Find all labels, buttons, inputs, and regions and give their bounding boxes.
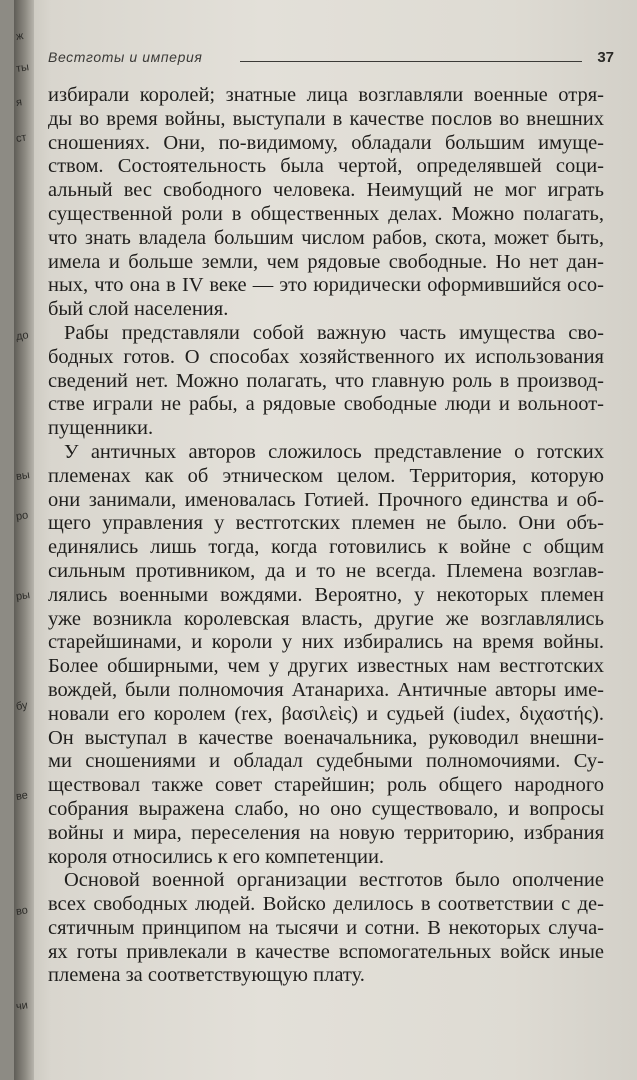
gutter-fragment: во [15,904,29,918]
gutter-fragment: ты [15,61,30,75]
text-line: избирали королей; знатные лица возглавляли военные отря- [48,84,604,106]
gutter-fragment: чи [15,999,29,1013]
text-line: ми сношениями и обладал судебными полномочиями. Су- [48,750,604,773]
text-line: вождей, были полномочия Атанариха. Античные авторы име- [48,678,604,701]
text-line: ях готы привлекали в качестве вспомогательных войск иные [48,940,604,963]
gutter-fragment: бу [15,699,29,713]
header-rule [240,61,582,62]
text-line: племенах как об этническом целом. Территория, которую [48,464,604,487]
gutter-fragment: ж [15,30,25,43]
text-line: бый слой населения. [48,298,229,321]
paragraph [48,84,604,322]
text-line: имела и больше земли, чем рядовые свободные. Но нет дан- [48,250,604,273]
text-line: войны и мира, переселения на новую территорию, избрания [48,821,604,844]
text-line: сильным противником, да и то не всегда. Племена возглав- [48,559,604,582]
text-line: они занимали, именовалась Готией. Прочного единства и об- [48,488,604,511]
running-header-title: Вестготы и империя [48,49,203,65]
text-line: уже возникла королевская власть, другие же возглавлялись [48,607,604,630]
body-text [48,84,604,988]
gutter-fragment: ры [15,589,31,603]
text-line: сношениях. Они, по-видимому, обладали большим имуще- [48,131,604,154]
text-line: Рабы представляли собой важную часть имущества сво- [64,321,604,344]
text-line: пущенники. [48,417,154,440]
paragraph [48,322,604,441]
text-line: племена за соответствующую плату. [48,964,365,987]
text-line: альный вес свободного человека. Неимущий не мог играть [48,179,604,202]
text-line: что знать владела большим числом рабов, скота, может быть, [48,226,604,249]
running-header [48,49,614,71]
text-line: сведений нет. Можно полагать, что главную роль в производ- [48,369,604,392]
text-line: старейшинами, и короли у них избирались на время войны. [48,631,604,654]
book-page [14,0,637,1080]
text-line: У античных авторов сложилось представление о готских [64,440,604,463]
gutter-fragment: ро [15,509,30,523]
page-gutter [14,0,34,1080]
text-line: Более обширными, чем у других известных нам вестготских [48,655,604,678]
text-line: сятичным принципом на тысячи и сотни. В некоторых случа- [48,916,604,939]
text-line: стве играли не рабы, а рядовые свободные люди и вольноот- [48,393,604,416]
text-line: щего управления у вестготских племен не было. Они объ- [48,512,604,535]
text-line: единялись лишь тогда, когда готовились к войне с общим [48,536,604,559]
text-line: ством. Состоятельность была чертой, определявшей соци- [48,155,604,178]
gutter-fragment: я [15,96,23,109]
gutter-fragment: ст [15,131,28,145]
gutter-fragment: до [15,329,30,343]
text-line: бодных готов. О способах хозяйственного их использования [48,345,604,368]
text-line: Основой военной организации вестготов было ополчение [64,869,604,892]
text-line: Он выступал в качестве военачальника, руководил внешни- [48,726,604,749]
text-line: лялись военными вождями. Вероятно, у некоторых племен [48,583,604,606]
text-line: существенной роли в общественных делах. Можно полагать, [48,202,604,225]
text-line: ных, что она в IV веке — это юридически оформившийся осо- [48,274,604,297]
paragraph [48,869,604,988]
paragraph [48,441,604,869]
gutter-fragment: ве [15,789,29,803]
gutter-fragment: вы [15,469,31,483]
text-line: новали его королем (rex, βασιλεὶς) и судьей (iudex, διχαστής). [48,702,604,725]
page-number: 37 [597,49,614,66]
text-line: всех свободных людей. Войско делилось в соответствии с де- [48,893,604,916]
text-line: ществовал также совет старейшин; роль общего народного [48,774,604,797]
text-line: ды во время войны, выступали в качестве послов во внешних [48,107,604,130]
text-line: собрания выражена слабо, но оно существовало, и вопросы [48,797,604,820]
text-line: короля относились к его компетенции. [48,845,385,868]
